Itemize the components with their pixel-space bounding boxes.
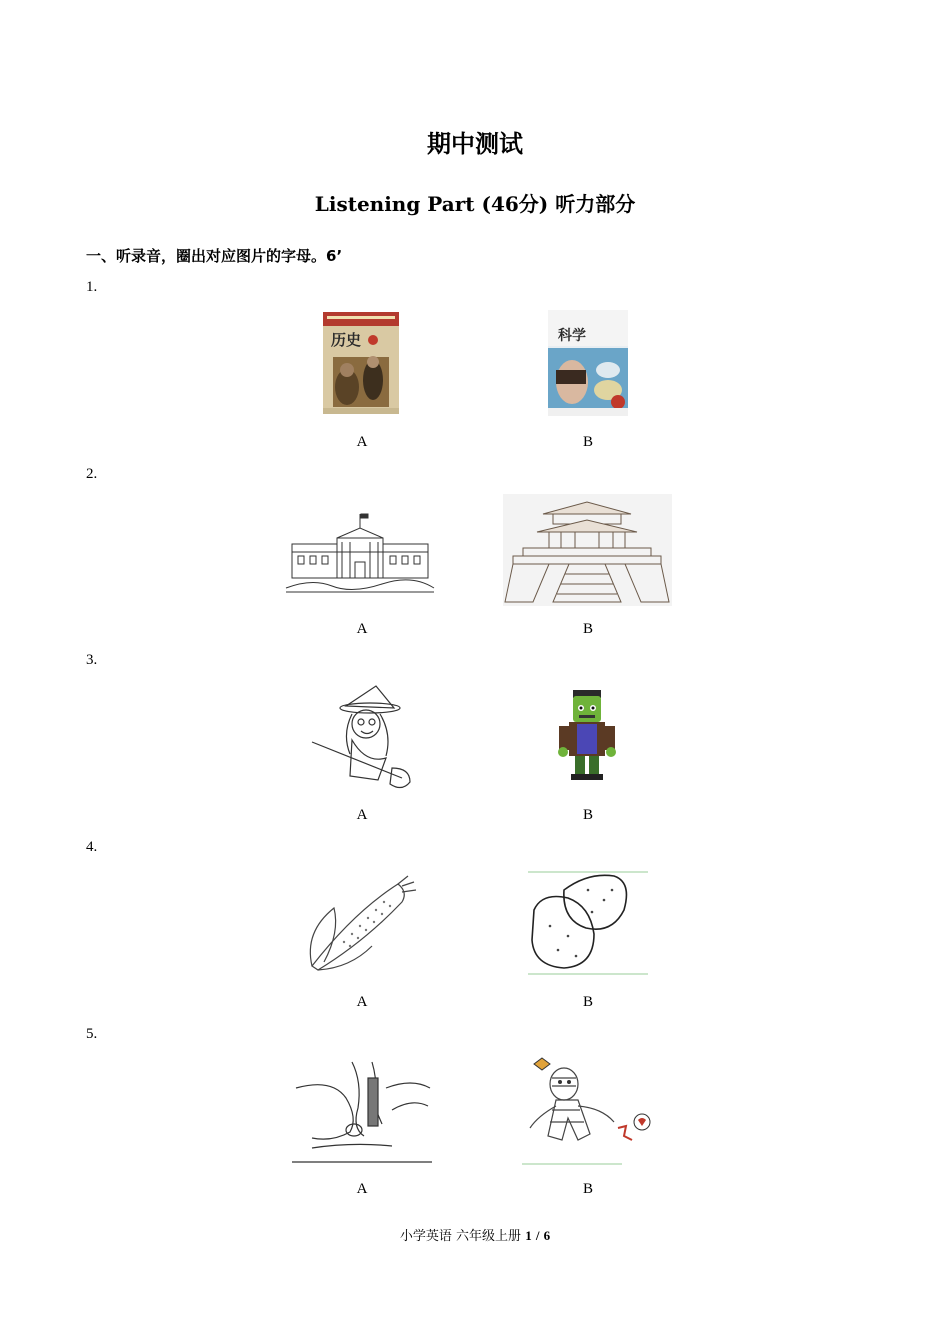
- question-number: 2.: [86, 466, 98, 482]
- option-b-label[interactable]: B: [582, 994, 593, 1010]
- footer-text: 小学英语 六年级上册: [399, 1229, 522, 1244]
- history-textbook-icon[interactable]: [323, 312, 399, 414]
- page-total: 6: [543, 1228, 551, 1243]
- witch-on-broom-icon[interactable]: [306, 684, 414, 796]
- corn-icon[interactable]: [294, 872, 420, 974]
- frankenstein-monster-icon[interactable]: [555, 688, 619, 782]
- question-number: 5.: [86, 1026, 98, 1042]
- option-a-label[interactable]: A: [356, 1181, 368, 1197]
- forbidden-city-icon[interactable]: [503, 494, 672, 606]
- question-number: 3.: [86, 652, 98, 668]
- part-subtitle: Listening Part (46分) 听力部分: [314, 192, 636, 216]
- mummy-icon[interactable]: [522, 1056, 658, 1166]
- option-b-label[interactable]: B: [582, 807, 593, 823]
- svg-text:历史: 历史: [331, 331, 362, 349]
- potatoes-icon[interactable]: [528, 870, 648, 976]
- option-a-label[interactable]: A: [356, 434, 368, 450]
- question-number: 1.: [86, 279, 98, 295]
- page-footer: [0, 1225, 950, 1244]
- section-heading: 一、听录音，圈出对应图片的字母。6’: [86, 247, 343, 265]
- hand-with-tool-icon[interactable]: [292, 1058, 432, 1164]
- option-a-label[interactable]: A: [356, 621, 368, 637]
- option-b-label[interactable]: B: [582, 434, 593, 450]
- page-separator: /: [535, 1228, 540, 1243]
- page-number: 1: [525, 1228, 532, 1243]
- question-number: 4.: [86, 839, 98, 855]
- option-b-label[interactable]: B: [582, 621, 593, 637]
- option-b-label[interactable]: B: [582, 1181, 593, 1197]
- page-title: 期中测试: [427, 130, 523, 158]
- option-a-label[interactable]: A: [356, 994, 368, 1010]
- svg-text:科学: 科学: [558, 328, 586, 344]
- option-a-label[interactable]: A: [356, 807, 368, 823]
- white-house-icon[interactable]: [282, 496, 438, 604]
- science-textbook-icon[interactable]: [548, 310, 628, 416]
